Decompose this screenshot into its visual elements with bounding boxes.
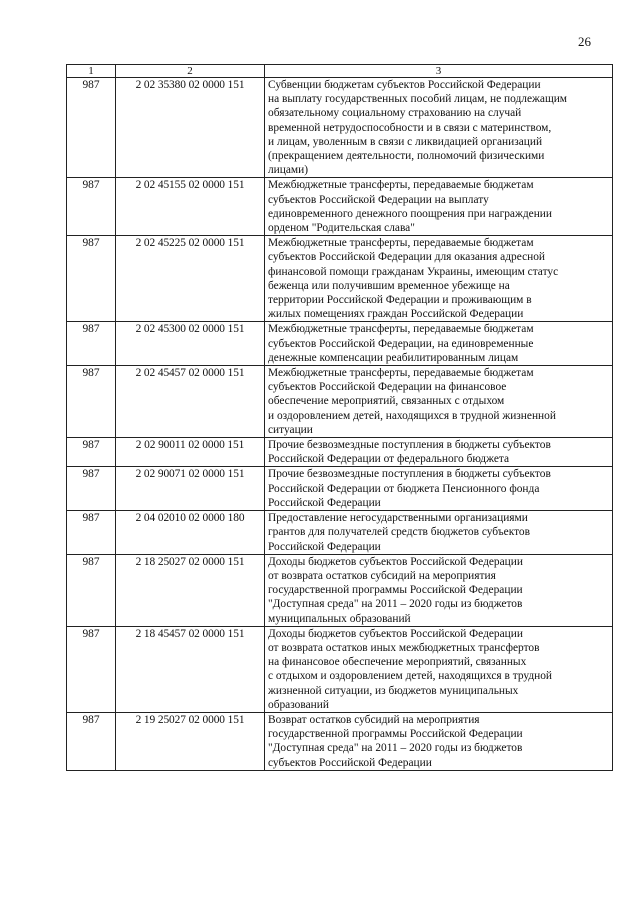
- budget-code-cell: 2 02 90071 02 0000 151: [116, 467, 265, 511]
- description-line: жизненной ситуации, из бюджетов муниципальных: [268, 684, 519, 697]
- description-line: "Доступная среда" на 2011 – 2020 годы из бюджетов: [268, 742, 523, 755]
- admin-code-cell: 987: [67, 366, 116, 438]
- description-line: Прочие безвозмездные поступления в бюджеты субъектов: [268, 468, 551, 481]
- budget-code-cell: 2 04 02010 02 0000 180: [116, 511, 265, 555]
- description-line: Российской Федерации: [268, 540, 381, 553]
- description-line: субъектов Российской Федерации на выплату: [268, 193, 489, 206]
- budget-code-cell: 2 02 90011 02 0000 151: [116, 438, 265, 467]
- admin-code-cell: 987: [67, 626, 116, 712]
- description-line: беженца или получившим временное убежище на: [268, 279, 510, 292]
- description-line: жилых помещениях граждан Российской Федерации: [268, 308, 524, 321]
- description-line: и лицам, уволенным в связи с ликвидацией организаций: [268, 135, 543, 148]
- description-cell: [265, 511, 613, 555]
- table-row: [67, 712, 613, 770]
- column-header-1: 1: [67, 65, 116, 78]
- description-line: и оздоровлением детей, находящихся в трудной жизненной: [268, 409, 556, 422]
- description-line: субъектов Российской Федерации: [268, 756, 432, 769]
- description-line: с отдыхом и оздоровлением детей, находящихся в трудной: [268, 670, 553, 683]
- description-line: финансовой помощи гражданам Украины, имеющим статус: [268, 265, 559, 278]
- description-line: государственной программы Российской Федерации: [268, 728, 523, 741]
- description-cell: [265, 178, 613, 236]
- description-line: на финансовое обеспечение мероприятий, связанных: [268, 656, 527, 669]
- admin-code-cell: 987: [67, 78, 116, 178]
- description-line: субъектов Российской Федерации на финансовое: [268, 381, 507, 394]
- description-line: Субвенции бюджетам субъектов Российской Федерации: [268, 79, 541, 91]
- budget-code-cell: 2 02 35380 02 0000 151: [116, 78, 265, 178]
- description-line: субъектов Российской Федерации для оказания адресной: [268, 251, 546, 264]
- description-line: Российской Федерации: [268, 496, 381, 509]
- table-row: [67, 511, 613, 555]
- description-line: лицами): [268, 164, 309, 177]
- table-row: [67, 78, 613, 178]
- table-row: [67, 438, 613, 467]
- table-row: [67, 322, 613, 366]
- description-cell: [265, 626, 613, 712]
- column-header-3: 3: [265, 65, 613, 78]
- description-line: временной нетрудоспособности и в связи с материнством,: [268, 121, 552, 134]
- description-line: муниципальных образований: [268, 612, 411, 625]
- description-cell: [265, 322, 613, 366]
- description-line: Доходы бюджетов субъектов Российской Федерации: [268, 555, 523, 568]
- description-line: от возврата остатков иных межбюджетных трансфертов: [268, 641, 540, 654]
- description-line: территории Российской Федерации и проживающим в: [268, 294, 532, 307]
- description-line: государственной программы Российской Федерации: [268, 584, 523, 597]
- description-line: единовременного денежного поощрения при награждении: [268, 207, 552, 220]
- budget-code-cell: 2 02 45457 02 0000 151: [116, 366, 265, 438]
- description-cell: [265, 366, 613, 438]
- description-line: образований: [268, 698, 329, 711]
- column-header-2: 2: [116, 65, 265, 78]
- description-line: от возврата остатков субсидий на мероприятия: [268, 569, 496, 582]
- description-line: Предоставление негосударственными организациями: [268, 512, 528, 525]
- admin-code-cell: 987: [67, 554, 116, 626]
- description-line: Прочие безвозмездные поступления в бюджеты субъектов: [268, 439, 551, 452]
- budget-code-cell: 2 18 45457 02 0000 151: [116, 626, 265, 712]
- budget-code-cell: 2 02 45225 02 0000 151: [116, 236, 265, 322]
- description-cell: [265, 467, 613, 511]
- admin-code-cell: 987: [67, 236, 116, 322]
- description-cell: [265, 438, 613, 467]
- admin-code-cell: 987: [67, 511, 116, 555]
- admin-code-cell: 987: [67, 438, 116, 467]
- description-line: (прекращением деятельности, полномочий физическими: [268, 150, 545, 163]
- description-line: Российской Федерации от федерального бюджета: [268, 453, 510, 466]
- description-line: обеспечение мероприятий, связанных с отдыхом: [268, 395, 505, 408]
- admin-code-cell: 987: [67, 322, 116, 366]
- admin-code-cell: 987: [67, 467, 116, 511]
- description-line: Межбюджетные трансферты, передаваемые бюджетам: [268, 237, 534, 250]
- description-line: Межбюджетные трансферты, передаваемые бюджетам: [268, 323, 534, 336]
- description-cell: [265, 78, 613, 178]
- description-line: "Доступная среда" на 2011 – 2020 годы из бюджетов: [268, 598, 523, 611]
- table-row: [67, 626, 613, 712]
- table-row: [67, 236, 613, 322]
- budget-code-cell: 2 18 25027 02 0000 151: [116, 554, 265, 626]
- table-row: [67, 554, 613, 626]
- description-line: Доходы бюджетов субъектов Российской Федерации: [268, 627, 523, 640]
- description-line: ситуации: [268, 423, 313, 436]
- page-number: 26: [578, 34, 591, 49]
- table-header-row: [67, 65, 613, 78]
- budget-code-cell: 2 02 45155 02 0000 151: [116, 178, 265, 236]
- table-row: [67, 178, 613, 236]
- description-line: Межбюджетные трансферты, передаваемые бюджетам: [268, 367, 534, 380]
- description-line: субъектов Российской Федерации, на единовременные: [268, 337, 534, 350]
- admin-code-cell: 987: [67, 178, 116, 236]
- description-line: Возврат остатков субсидий на мероприятия: [268, 713, 480, 726]
- admin-code-cell: 987: [67, 712, 116, 770]
- table-row: [67, 467, 613, 511]
- description-line: грантов для получателей средств бюджетов субъектов: [268, 526, 531, 539]
- budget-code-cell: 2 19 25027 02 0000 151: [116, 712, 265, 770]
- description-line: денежные компенсации реабилитированным лицам: [268, 351, 519, 364]
- description-line: обязательному социальному страхованию на случай: [268, 107, 522, 120]
- description-cell: [265, 712, 613, 770]
- description-line: Межбюджетные трансферты, передаваемые бюджетам: [268, 179, 534, 192]
- description-line: Российской Федерации от бюджета Пенсионного фонда: [268, 482, 540, 495]
- description-cell: [265, 236, 613, 322]
- table-row: [67, 366, 613, 438]
- description-line: на выплату государственных пособий лицам, не подлежащим: [268, 93, 568, 106]
- budget-code-cell: 2 02 45300 02 0000 151: [116, 322, 265, 366]
- description-cell: [265, 554, 613, 626]
- description-line: орденом "Родительская слава": [268, 222, 415, 235]
- budget-classification-table: [66, 64, 613, 771]
